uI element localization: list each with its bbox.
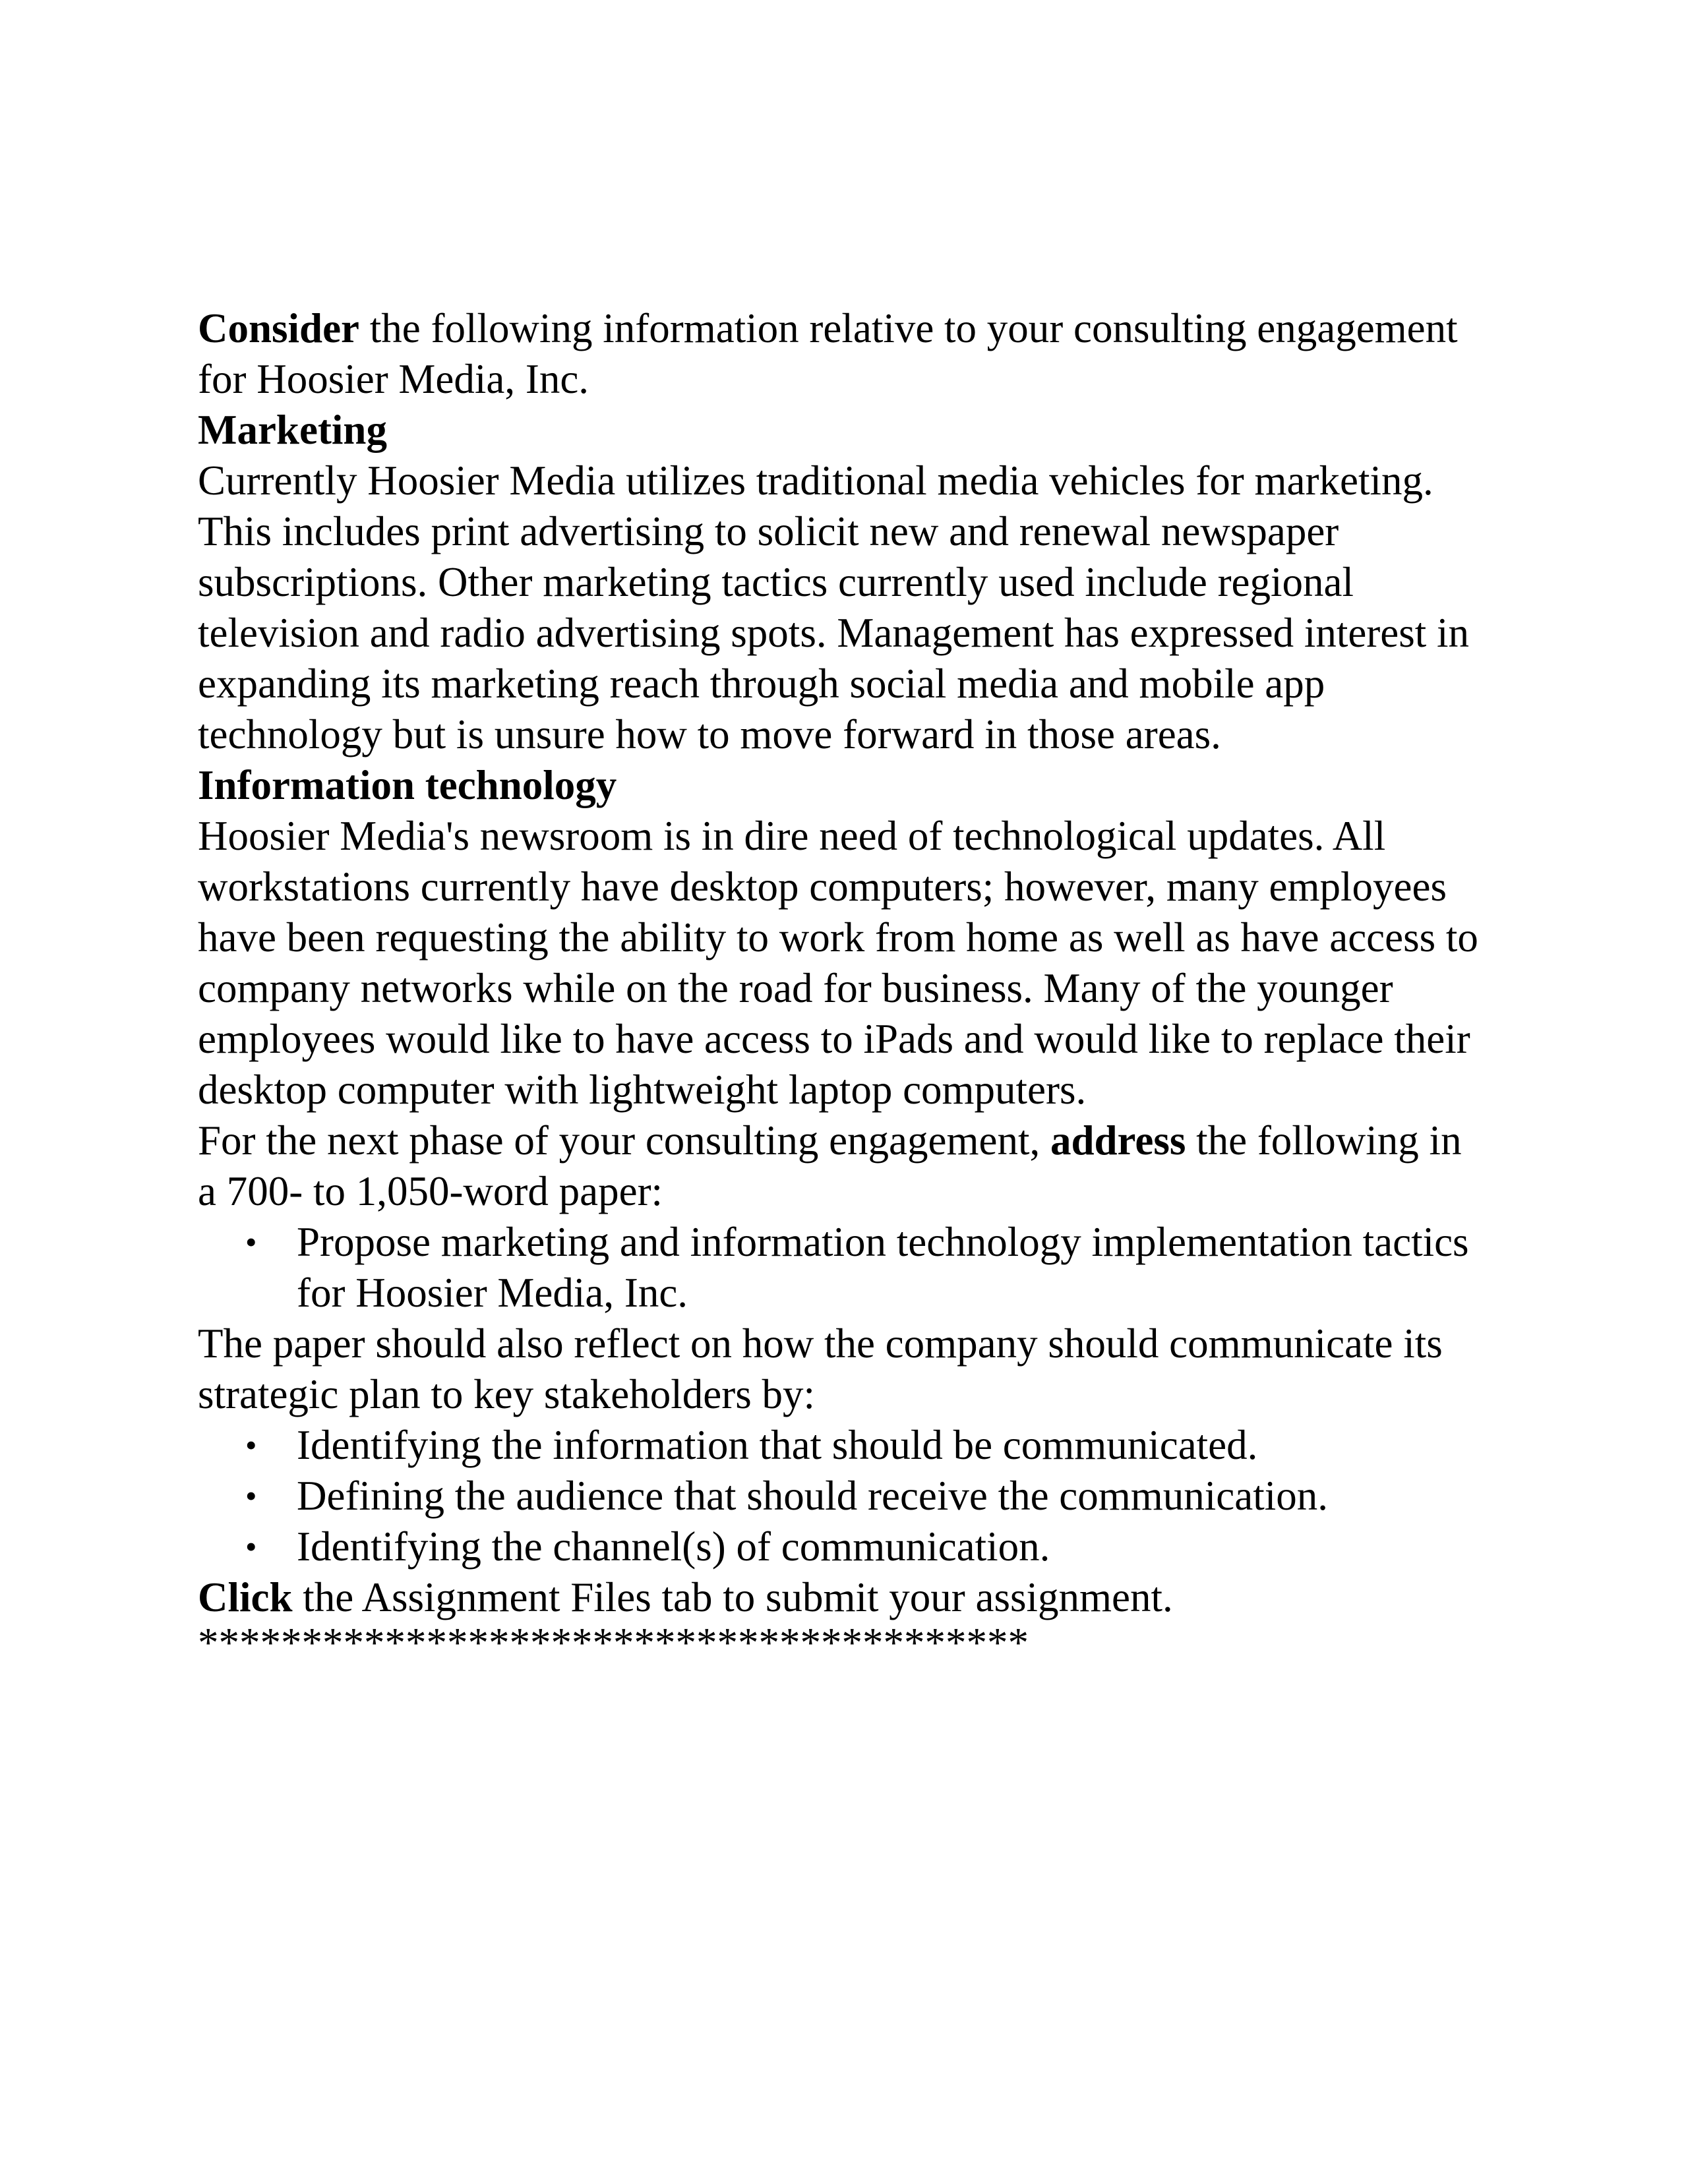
list-item [198,1521,1490,1572]
bullet-icon: • [245,1477,257,1514]
list-item-text: Propose marketing and information technology implementation tactics for Hoosier Media, Inc. [297,1219,1469,1316]
submit-text: the Assignment Files tab to submit your assignment. [292,1574,1173,1620]
list-item [198,1471,1490,1521]
submit-bold: Click [198,1574,293,1620]
task-after: the following in a 700- to 1,050-word paper: [198,1117,1462,1214]
reflect-bullet-list [198,1420,1490,1572]
marketing-heading: Marketing [198,407,387,453]
list-item-text: Identifying the information that should be communicated. [297,1422,1258,1468]
list-item [198,1217,1490,1318]
task-paragraph [198,1115,1490,1217]
list-item-text: Defining the audience that should receive the communication. [297,1473,1328,1519]
marketing-body: Currently Hoosier Media utilizes traditional media vehicles for marketing. This includes print advertising to solicit new and renewal newspaper subscriptions. Other marketing tactics currently used include regional television and radio advertising spots. Management has expressed interest in expanding its marketing reach through social media and mobile app technology but is unsure how to move forward in those areas. [198,457,1470,757]
task-bullet-list [198,1217,1490,1318]
task-bold: address [1050,1117,1186,1164]
separator: **************************************** [198,1620,1029,1666]
reflect-paragraph: The paper should also reflect on how the company should communicate its strategic plan to key stakeholders by: [198,1320,1443,1417]
bullet-icon: • [245,1224,257,1260]
bullet-icon: • [245,1528,257,1565]
intro-paragraph [198,303,1490,405]
it-body: Hoosier Media's newsroom is in dire need of technological updates. All workstations currently have desktop computers; however, many employees have been requesting the ability to work from home as well as have access to company networks while on the road for business. Many of the younger employees would like to have access to iPads and would like to replace their desktop computer with lightweight laptop computers. [198,813,1478,1113]
intro-lead: Consider [198,305,360,351]
bullet-icon: • [245,1427,257,1463]
list-item-text: Identifying the channel(s) of communication. [297,1523,1050,1570]
intro-text: the following information relative to your consulting engagement for Hoosier Media, Inc. [198,305,1458,402]
it-heading: Information technology [198,762,617,808]
submit-paragraph [198,1572,1490,1623]
document-body [198,303,1490,1666]
task-before: For the next phase of your consulting engagement, [198,1117,1050,1164]
list-item [198,1420,1490,1471]
